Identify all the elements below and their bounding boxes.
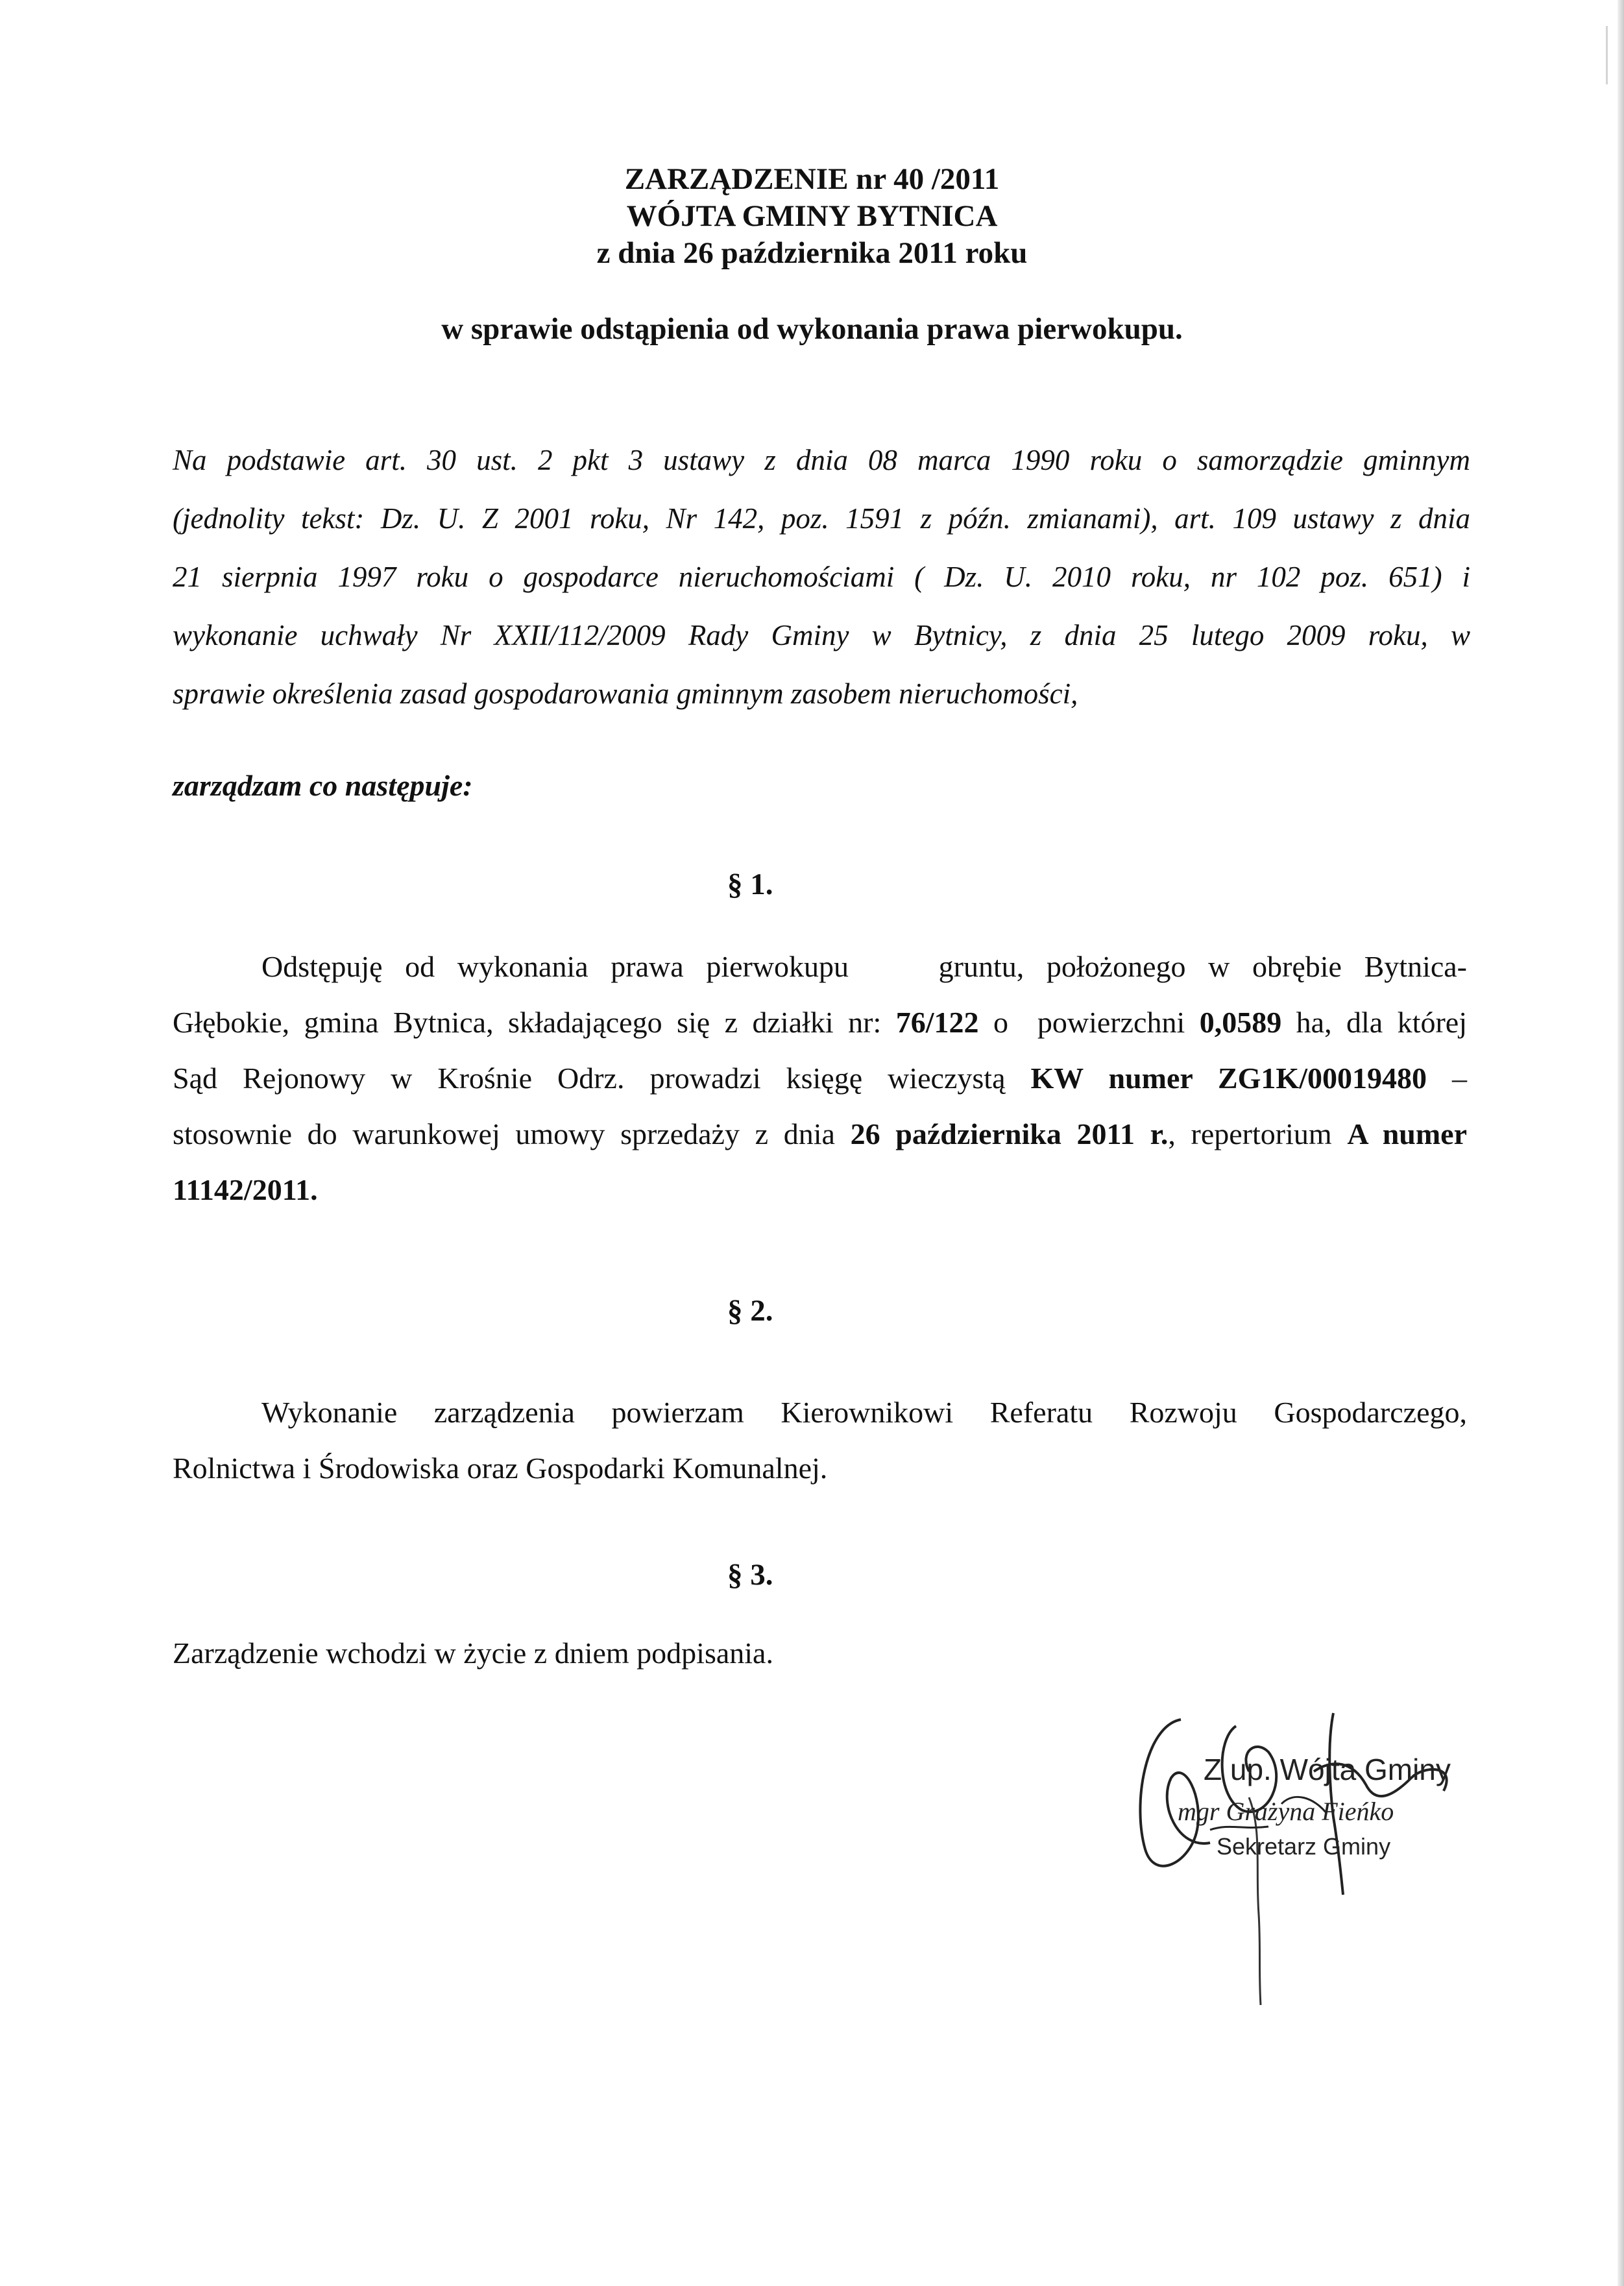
land-register-number: KW numer ZG1K/00019480	[1030, 1062, 1427, 1095]
section-1-line	[173, 1162, 1467, 1218]
section-2-line: Rolnictwa i Środowiska oraz Gospodarki Komunalnej.	[173, 1452, 828, 1485]
section-3-line: Zarządzenie wchodzi w życie z dniem podpisania.	[173, 1636, 773, 1670]
section-1-line	[173, 1106, 1467, 1162]
repertory-number: 11142/2011.	[173, 1173, 318, 1206]
handwritten-signature	[1119, 1700, 1483, 2037]
legal-basis-line: 21 sierpnia 1997 roku o gospodarce nieruchomościami ( Dz. U. 2010 roku, nr 102 poz. 651) i	[173, 561, 1470, 593]
legal-basis	[173, 431, 1470, 723]
parcel-area: 0,0589	[1199, 1006, 1282, 1039]
section-1-line: Odstępuję od wykonania prawa pierwokupu gruntu, położonego w obrębie Bytnica-	[261, 950, 1467, 983]
text-fragment: Sąd Rejonowy w Krośnie Odrz. prowadzi księgę wieczystą	[173, 1062, 1031, 1095]
section-2-line: Wykonanie zarządzenia powierzam Kierownikowi Referatu Rozwoju Gospodarczego,	[261, 1396, 1467, 1429]
text-fragment: Głębokie, gmina Bytnica, składającego się z działki nr:	[173, 1006, 896, 1039]
section-1-line	[173, 995, 1467, 1051]
section-1-mark: § 1.	[727, 868, 773, 901]
document-subject: w sprawie odstąpienia od wykonania prawa pierwokupu.	[441, 312, 1183, 346]
repertory-prefix: A numer	[1347, 1117, 1468, 1150]
decree-phrase: zarządzam co następuje:	[173, 769, 473, 802]
legal-basis-line: sprawie określenia zasad gospodarowania gminnym zasobem nieruchomości,	[173, 677, 1078, 710]
stamp-authority: Z up. Wójta Gminy	[1204, 1753, 1451, 1786]
parcel-number: 76/122	[895, 1006, 979, 1039]
text-fragment: , repertorium	[1168, 1117, 1348, 1150]
text-fragment: stosownie do warunkowej umowy sprzedaży z dnia	[173, 1117, 851, 1150]
section-3-text	[173, 1625, 1467, 1681]
section-1-line	[173, 1051, 1467, 1106]
signature-stamp	[1119, 1700, 1483, 2037]
section-1-text	[173, 939, 1467, 1218]
legal-basis-line: (jednolity tekst: Dz. U. Z 2001 roku, Nr 142, poz. 1591 z późn. zmianami), art. 109 ustawy z dnia	[173, 502, 1470, 535]
section-2-text	[173, 1385, 1467, 1496]
section-2-mark: § 2.	[727, 1294, 773, 1328]
legal-basis-line: wykonanie uchwały Nr XXII/112/2009 Rady Gminy w Bytnicy, z dnia 25 lutego 2009 roku, w	[173, 619, 1470, 651]
text-fragment: ha, dla której	[1281, 1006, 1467, 1039]
contract-date: 26 października 2011 r.	[850, 1117, 1169, 1150]
stamp-signatory-role: Sekretarz Gminy	[1217, 1833, 1391, 1860]
text-fragment: o powierzchni	[978, 1006, 1200, 1039]
text-fragment: –	[1426, 1062, 1467, 1095]
section-3-mark: § 3.	[727, 1558, 773, 1592]
issuer-title: WÓJTA GMINY BYTNICA	[626, 199, 998, 233]
legal-basis-line: Na podstawie art. 30 ust. 2 pkt 3 ustawy z dnia 08 marca 1990 roku o samorządzie gminnym	[173, 444, 1470, 476]
stamp-signatory-name: mgr Grażyna Fieńko	[1178, 1797, 1394, 1826]
document-date: z dnia 26 października 2011 roku	[596, 236, 1028, 270]
scan-mark	[1606, 26, 1608, 84]
document-title: ZARZĄDZENIE nr 40 /2011	[624, 162, 1000, 196]
